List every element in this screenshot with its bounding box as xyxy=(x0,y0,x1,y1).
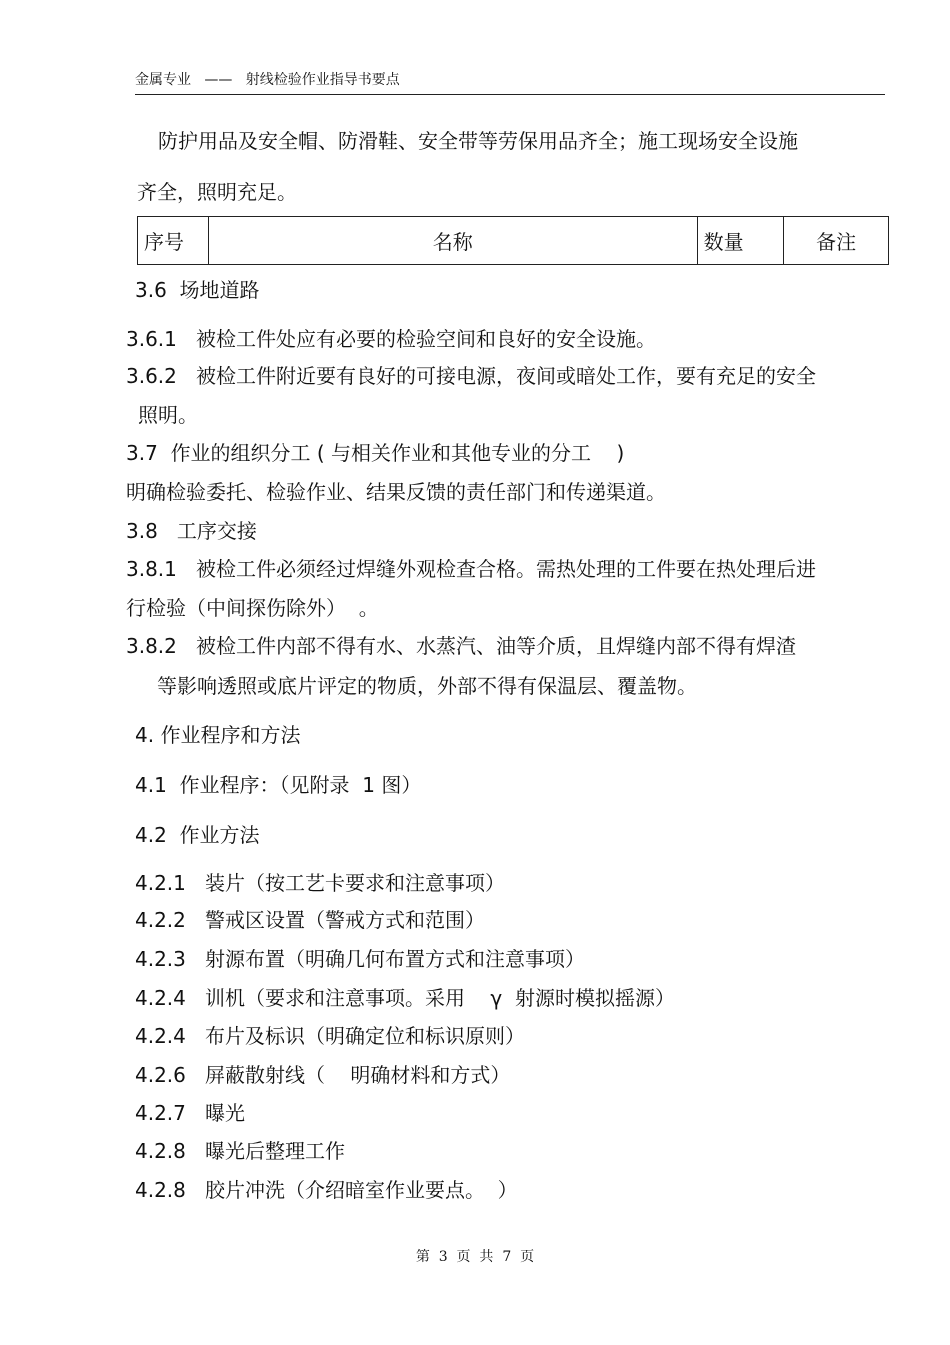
list-item: 4.2.1 装片（按工艺卡要求和注意事项） xyxy=(135,871,505,895)
paragraph: 3.6.2 被检工件附近要有良好的可接电源，夜间或暗处工作，要有充足的安全 xyxy=(126,364,816,388)
paragraph: 等影响透照或底片评定的物质，外部不得有保温层、覆盖物。 xyxy=(157,674,697,698)
list-item: 4.2.2 警戒区设置（警戒方式和范围） xyxy=(135,908,485,932)
list-item: 4.2.8 曝光后整理工作 xyxy=(135,1139,345,1163)
paragraph: 明确检验委托、检验作业、结果反馈的责任部门和传递渠道。 xyxy=(126,480,666,504)
list-item: 4.2.4 布片及标识（明确定位和标识原则） xyxy=(135,1024,525,1048)
list-item: 4.2.3 射源布置（明确几何布置方式和注意事项） xyxy=(135,947,585,971)
paragraph: 3.8.2 被检工件内部不得有水、水蒸汽、油等介质，且焊缝内部不得有焊渣 xyxy=(126,634,796,658)
section-heading: 4. 作业程序和方法 xyxy=(135,723,301,747)
page-number: 第 3 页 共 7 页 xyxy=(415,1249,535,1265)
list-item: 4.2.8 胶片冲洗（介绍暗室作业要点。 ） xyxy=(135,1178,518,1202)
section-heading: 3.8 工序交接 xyxy=(126,519,257,543)
list-item: 4.2.6 屏蔽散射线（ 明确材料和方式） xyxy=(135,1063,511,1087)
paragraph: 行检验（中间探伤除外） 。 xyxy=(126,596,379,620)
list-item: 4.2.4 训机（要求和注意事项。采用 γ 射源时模拟摇源） xyxy=(135,986,675,1010)
section-heading: 4.2 作业方法 xyxy=(135,823,260,847)
equipment-table xyxy=(137,216,889,265)
list-item: 4.2.7 曝光 xyxy=(135,1101,245,1125)
paragraph: 照明。 xyxy=(138,403,198,427)
table-header-row xyxy=(138,217,889,265)
section-heading: 3.6 场地道路 xyxy=(135,278,260,302)
table-header-cell: 名称 xyxy=(208,217,697,265)
intro-line-1: 防护用品及安全帽、防滑鞋、安全带等劳保用品齐全；施工现场安全设施 xyxy=(158,129,798,153)
table-header-cell: 备注 xyxy=(784,217,889,265)
paragraph: 3.6.1 被检工件处应有必要的检验空间和良好的安全设施。 xyxy=(126,327,656,351)
page-header: 金属专业 —— 射线检验作业指导书要点 xyxy=(135,70,885,95)
section-heading: 3.7 作业的组织分工 ( 与相关作业和其他专业的分工 ) xyxy=(126,441,625,465)
paragraph: 3.8.1 被检工件必须经过焊缝外观检查合格。需热处理的工件要在热处理后进 xyxy=(126,557,816,581)
section-heading: 4.1 作业程序：（见附录 1 图） xyxy=(135,773,422,797)
table-header-cell: 数量 xyxy=(697,217,784,265)
intro-line-2: 齐全，照明充足。 xyxy=(137,180,297,204)
table-header-cell: 序号 xyxy=(138,217,209,265)
